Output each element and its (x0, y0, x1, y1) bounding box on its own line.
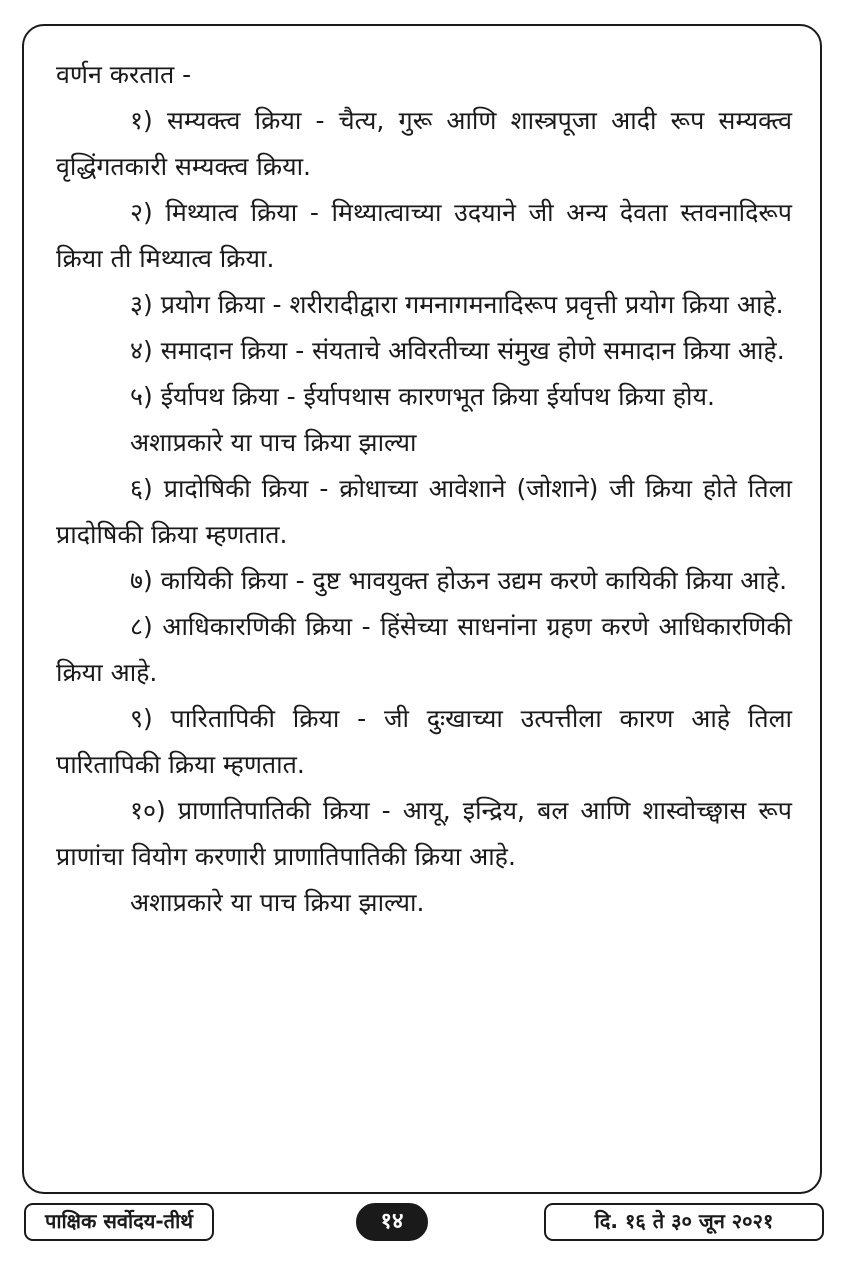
kriya-item-3: ३) प्रयोग क्रिया - शरीरादीद्वारा गमनागमनादिरूप प्रवृत्ती प्रयोग क्रिया आहे. (130, 290, 784, 319)
page-number: १४ (356, 1203, 428, 1241)
kriya-item-5: ५) ईर्यापथ क्रिया - ईर्यापथास कारणभूत क्रिया ईर्यापथ क्रिया होय. (130, 382, 715, 411)
issue-date: दि. १६ ते ३० जून २०२१ (544, 1203, 824, 1241)
summary-line-2: अशाप्रकारे या पाच क्रिया झाल्या. (130, 888, 425, 917)
journal-name: पाक्षिक सर्वोदय-तीर्थ (24, 1203, 214, 1241)
kriya-item-2: २) मिथ्यात्व क्रिया - मिथ्यात्वाच्या उदयाने जी अन्य देवता स्तवनादिरूप क्रिया ती मिथ्यात्व क्रिया. (56, 198, 792, 273)
kriya-item-8: ८) आधिकारणिकी क्रिया - हिंसेच्या साधनांना ग्रहण करणे आधिकारणिकी क्रिया आहे. (56, 612, 792, 687)
kriya-item-7: ७) कायिकी क्रिया - दुष्ट भावयुक्त होऊन उद्यम करणे कायिकी क्रिया आहे. (130, 566, 788, 595)
body-text (56, 52, 792, 926)
summary-line-1: अशाप्रकारे या पाच क्रिया झाल्या (130, 428, 417, 457)
kriya-item-4: ४) समादान क्रिया - संयताचे अविरतीच्या संमुख होणे समादान क्रिया आहे. (130, 336, 785, 365)
page-footer (0, 1203, 850, 1243)
kriya-item-10: १०) प्राणातिपातिकी क्रिया - आयू, इन्द्रिय, बल आणि शास्वोच्छ्वास रूप प्राणांचा वियोग करणारी प्राणातिपातिकी क्रिया आहे. (56, 796, 792, 871)
kriya-item-9: ९) पारितापिकी क्रिया - जी दुःखाच्या उत्पत्तीला कारण आहे तिला पारितापिकी क्रिया म्हणतात. (56, 704, 792, 779)
kriya-item-6: ६) प्रादोषिकी क्रिया - क्रोधाच्या आवेशाने (जोशाने) जी क्रिया होते तिला प्रादोषिकी क्रिया म्हणतात. (56, 474, 792, 549)
kriya-item-1: १) सम्यक्त्व क्रिया - चैत्य, गुरू आणि शास्त्रपूजा आदी रूप सम्यक्त्व वृद्धिंगतकारी सम्यक्त्व क्रिया. (56, 106, 792, 181)
intro-line: वर्णन करतात - (56, 60, 192, 89)
